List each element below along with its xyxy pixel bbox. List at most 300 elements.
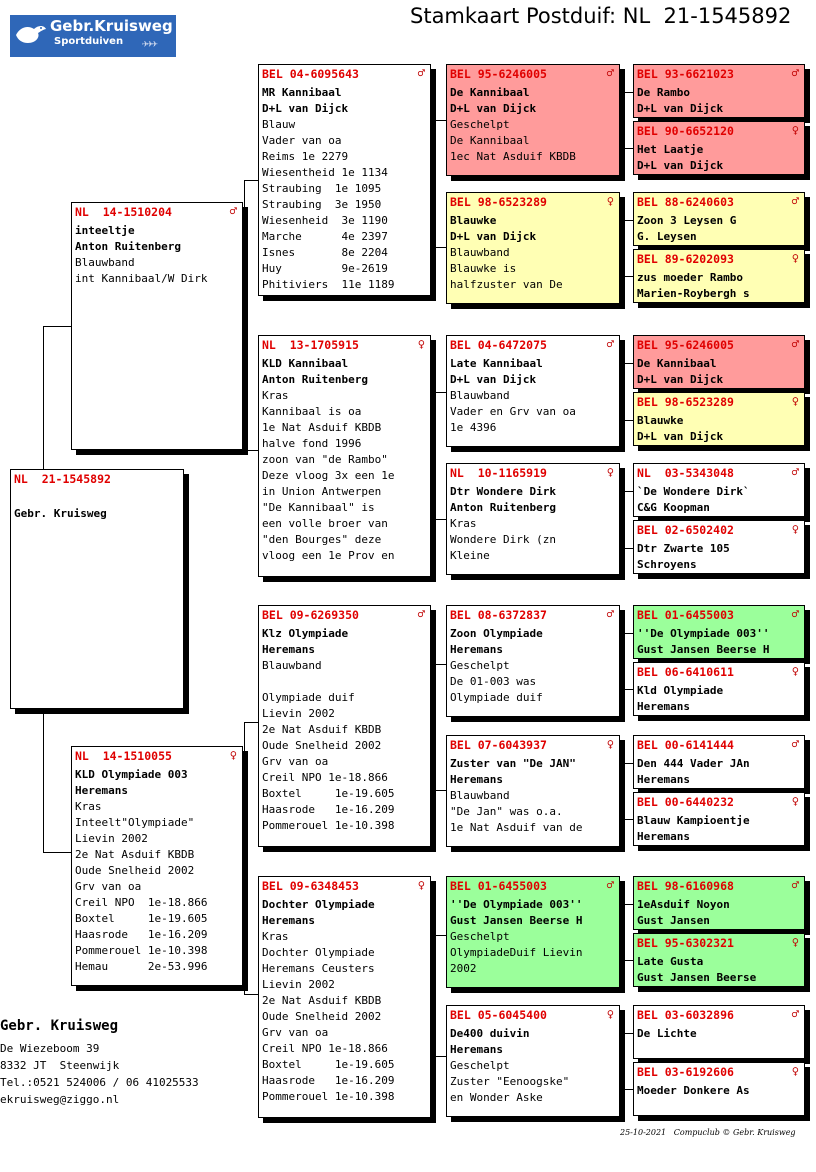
pigeon-icon [14,21,48,47]
detail-line: Blauwband [450,246,510,259]
pigeon-name: Dochter Olympiade [262,898,375,911]
female-icon: ♀ [606,465,614,479]
breeder-name: Gust Jansen Beerse [637,971,757,984]
detail-line: Kras [262,389,289,402]
detail-line: Pommerouel 1e-10.398 [262,1090,395,1103]
pigeon-name: De400 duivin [450,1027,530,1040]
pigeon-details [72,765,242,975]
connector-line [432,664,446,665]
male-icon: ♂ [417,66,425,80]
ring-number [634,1063,804,1081]
pigeon-card-fmf[interactable] [446,335,620,447]
pigeon-details [259,624,430,834]
female-icon: ♀ [791,1064,799,1078]
female-icon: ♀ [417,337,425,351]
ring-number-text: BEL 98-6523289 [450,195,547,209]
detail-line: Grv van oa [262,1026,329,1039]
pigeon-card-ff[interactable] [258,64,431,296]
ring-number [72,203,242,221]
breeder-name: Heremans [450,1043,503,1056]
connector-line [622,92,623,148]
detail-line: int Kannibaal/W Dirk [75,272,208,285]
detail-line: Kras [450,517,477,530]
ring-number-text: BEL 04-6472075 [450,338,547,352]
pigeon-details [447,211,619,293]
female-icon: ♀ [606,1007,614,1021]
connector-line [622,220,623,276]
pigeon-name: Zoon 3 Leysen G [637,214,737,227]
ring-number [634,250,804,268]
pigeon-name: Zuster van "De JAN" [450,757,576,770]
ring-number [447,464,619,482]
pigeon-details [634,539,804,573]
ring-number [259,336,430,354]
breeder-name: Heremans [75,784,128,797]
detail-line: Deze vloog 3x een 1e [262,469,395,482]
pigeon-details [634,681,804,715]
connector-line [622,276,633,277]
pigeon-card-mff[interactable] [446,605,620,717]
detail-line: Oude Snelheid 2002 [262,739,382,752]
connector-line [622,363,633,364]
detail-line: "den Bourges" deze [262,533,382,546]
pigeon-details [447,354,619,436]
pigeon-name: Blauw Kampioentje [637,814,750,827]
pigeon-name: Dtr Wondere Dirk [450,485,556,498]
pigeon-card-g11[interactable] [633,735,805,789]
pigeon-card-g9[interactable] [633,605,805,659]
detail-line: 2002 [450,962,477,975]
pigeon-card-g8[interactable] [633,520,805,574]
pigeon-card-main[interactable] [10,469,184,709]
pigeon-details [634,482,804,516]
pigeon-card-g1[interactable] [633,64,805,118]
ring-number-text: BEL 08-6372837 [450,608,547,622]
breeder-name: Heremans [450,643,503,656]
pigeon-card-g2[interactable] [633,121,805,175]
detail-line: Kras [75,800,102,813]
connector-line [622,420,633,421]
detail-line: Marche 4e 2397 [262,230,388,243]
detail-line: Inteelt"Olympiade" [75,816,195,829]
ring-number-text: BEL 90-6652120 [637,124,734,138]
ring-number [634,65,804,83]
connector-line [622,1089,633,1090]
pigeon-card-g5[interactable] [633,335,805,389]
detail-line: 2e Nat Asduif KBDB [75,848,195,861]
connector-line [622,148,633,149]
detail-line: Boxtel 1e-19.605 [262,1058,395,1071]
detail-line: vloog een 1e Prov en [262,549,395,562]
pigeon-card-mf[interactable] [258,605,431,847]
detail-line: 2e Nat Asduif KBDB [262,994,382,1007]
breeder-name: Heremans [637,700,690,713]
ring-number-text: BEL 03-6032896 [637,1008,734,1022]
detail-line: Creil NPO 1e-18.866 [262,771,388,784]
pigeon-name: Klz Olympiade [262,627,349,640]
connector-line [622,491,623,548]
detail-line: Straubing 1e 1095 [262,182,382,195]
pigeon-details [634,624,804,658]
breeder-name: Heremans [637,773,690,786]
breeder-name: D+L van Dijck [637,373,724,386]
breeder-name: Anton Ruitenberg [262,373,368,386]
owner-phone: Tel.:0521 524006 / 06 41025533 [0,1076,199,1089]
connector-line [244,180,259,181]
breeder-name: D+L van Dijck [637,159,724,172]
male-icon: ♂ [791,337,799,351]
ring-number-text: BEL 98-6160968 [637,879,734,893]
pigeon-name: inteeltje [75,224,135,237]
breeder-name: G. Leysen [637,230,697,243]
female-icon: ♀ [417,878,425,892]
ring-number-text: BEL 06-6410611 [637,665,734,679]
connector-line [432,247,446,248]
pigeon-name: De Kannibaal [637,357,717,370]
male-icon: ♂ [791,1007,799,1021]
male-icon: ♂ [417,607,425,621]
ring-number [634,1006,804,1024]
breeder-name: D+L van Dijck [637,102,724,115]
connector-line [244,722,259,723]
detail-line: halfzuster van De [450,278,563,291]
page-title: Stamkaart Postduif: NL 21-1545892 [410,4,792,28]
copyright-note: 25-10-2021 Compuclub © Gebr. Kruisweg [620,1128,796,1137]
pigeon-card-g6[interactable] [633,392,805,446]
pigeon-details [634,754,804,788]
detail-line: Blauwband [75,256,135,269]
breeder-name: Heremans [262,914,315,927]
connector-line [432,935,433,1056]
pigeon-details [634,140,804,174]
pigeon-details [447,624,619,706]
pigeon-name: `De Wondere Dirk` [637,485,750,498]
breeder-name: Marien-Roybergh s [637,287,750,300]
breeder-name: Gebr. Kruisweg [14,507,107,520]
detail-line: 1e Nat Asduif van de [450,821,583,834]
flying-pigeons-icon: ✈✈✈ [142,37,156,50]
detail-line: in Union Antwerpen [262,485,382,498]
detail-line: Blauw [262,118,296,131]
male-icon: ♂ [791,607,799,621]
connector-line [432,120,433,247]
pigeon-card-g12[interactable] [633,792,805,846]
detail-line: en Wonder Aske [450,1091,543,1104]
ring-number [634,736,804,754]
detail-line: Blauwband [262,659,322,672]
ring-number-text: NL 14-1510204 [75,205,172,219]
detail-line: Boxtel 1e-19.605 [75,912,208,925]
ring-number-text: NL 10-1165919 [450,466,547,480]
breeder-name: Anton Ruitenberg [450,501,556,514]
pigeon-details [259,354,430,564]
ring-number [634,934,804,952]
ring-number-text: BEL 89-6202093 [637,252,734,266]
ring-number [634,663,804,681]
detail-line: Kleine [450,549,490,562]
detail-line: Wondere Dirk (zn [450,533,556,546]
ring-number-text: BEL 98-6523289 [637,395,734,409]
pigeon-card-mmf[interactable] [446,876,620,988]
ring-number-text: BEL 05-6045400 [450,1008,547,1022]
connector-line [432,519,446,520]
connector-line [622,1033,623,1089]
female-icon: ♀ [791,394,799,408]
connector-line [622,633,633,634]
detail-line: Lievin 2002 [262,978,335,991]
connector-line [432,392,446,393]
pigeon-card-mmm[interactable] [446,1005,620,1117]
pigeon-details [634,211,804,245]
detail-line: Vader van oa [262,134,342,147]
ring-number-text: NL 21-1545892 [14,472,111,486]
detail-line: "De Jan" was o.a. [450,805,563,818]
detail-line: Isnes 8e 2204 [262,246,388,259]
male-icon: ♂ [606,337,614,351]
pigeon-name: De Rambo [637,86,690,99]
detail-line: Kras [262,930,289,943]
ring-number-text: BEL 04-6095643 [262,67,359,81]
pigeon-name: Blauwke [450,214,497,227]
pigeon-card-g10[interactable] [633,662,805,716]
detail-line: "De Kannibaal" is [262,501,375,514]
ring-number [447,65,619,83]
pigeon-details [259,83,430,293]
pigeon-name: Den 444 Vader JAn [637,757,750,770]
ring-number-text: BEL 09-6269350 [262,608,359,622]
detail-line: Creil NPO 1e-18.866 [75,896,208,909]
detail-line: Pommerouel 1e-10.398 [75,944,208,957]
connector-line [622,633,623,689]
detail-line: Dochter Olympiade [262,946,375,959]
pigeon-name: MR Kannibaal [262,86,342,99]
pigeon-card-f[interactable] [71,202,243,450]
pigeon-name: 1eAsduif Noyon [637,898,730,911]
pigeon-details [447,754,619,836]
female-icon: ♀ [606,194,614,208]
ring-number [634,393,804,411]
pigeon-details [72,221,242,287]
ring-number-text: BEL 95-6246005 [637,338,734,352]
ring-number-text: BEL 95-6246005 [450,67,547,81]
pigeon-details [259,895,430,1105]
pigeon-card-g13[interactable] [633,876,805,930]
breeder-name: D+L van Dijck [637,430,724,443]
detail-line: De 01-003 was [450,675,537,688]
detail-line: Straubing 3e 1950 [262,198,382,211]
detail-line: 2e Nat Asduif KBDB [262,723,382,736]
pigeon-details [634,268,804,302]
detail-line: Geschelpt [450,930,510,943]
owner-email[interactable]: ekruisweg@ziggo.nl [0,1093,120,1106]
pigeon-details [634,1024,804,1042]
detail-line: Zuster "Eenoogske" [450,1075,570,1088]
connector-line [43,326,71,327]
pigeon-name: ''De Olympiade 003'' [637,627,770,640]
detail-line: Oude Snelheid 2002 [75,864,195,877]
detail-line: 1e 4396 [450,421,497,434]
pigeon-name: Dtr Zwarte 105 [637,542,730,555]
pigeon-name: Blauwke [637,414,684,427]
connector-line [622,960,633,961]
pigeon-details [447,895,619,977]
pigeon-details [11,488,183,522]
female-icon: ♀ [791,794,799,808]
pigeon-card-g4[interactable] [633,249,805,303]
pigeon-name: De Kannibaal [450,86,530,99]
detail-line: Haasrode 1e-16.209 [75,928,208,941]
connector-line [244,994,259,995]
pigeon-name: Kld Olympiade [637,684,724,697]
pigeon-card-ffm[interactable] [446,192,620,304]
breeder-name: D+L van Dijck [450,373,537,386]
connector-line [622,904,623,960]
female-icon: ♀ [791,522,799,536]
detail-line: 1ec Nat Asduif KBDB [450,150,576,163]
connector-line [432,664,433,790]
connector-line [622,92,633,93]
female-icon: ♀ [229,748,237,762]
ring-number-text: BEL 07-6043937 [450,738,547,752]
male-icon: ♂ [791,465,799,479]
detail-line: Hemau 2e-53.996 [75,960,208,973]
detail-line: Geschelpt [450,1059,510,1072]
detail-line: 1e Nat Asduif KBDB [262,421,382,434]
ring-number [447,336,619,354]
breeder-name: Gust Jansen Beerse H [637,643,770,656]
detail-line: Oude Snelheid 2002 [262,1010,382,1023]
detail-line: Boxtel 1e-19.605 [262,787,395,800]
pigeon-name: De Lichte [637,1027,697,1040]
male-icon: ♂ [791,878,799,892]
detail-line: halve fond 1996 [262,437,362,450]
detail-line: Grv van oa [262,755,329,768]
detail-line: Haasrode 1e-16.209 [262,803,395,816]
ring-number [259,877,430,895]
pigeon-name: Zoon Olympiade [450,627,543,640]
ring-number-text: BEL 01-6455003 [450,879,547,893]
ring-number-text: BEL 03-6192606 [637,1065,734,1079]
connector-line [432,392,433,519]
breeder-name: C&G Koopman [637,501,710,514]
ring-number-text: BEL 09-6348453 [262,879,359,893]
ring-number-text: BEL 88-6240603 [637,195,734,209]
detail-line: Heremans Ceusters [262,962,375,975]
pigeon-card-m[interactable] [71,746,243,986]
logo-title: Gebr.Kruisweg [50,17,173,35]
connector-line [244,180,245,450]
detail-line: een volle broer van [262,517,388,530]
connector-line [622,904,633,905]
ring-number [447,606,619,624]
detail-line: Pommerouel 1e-10.398 [262,819,395,832]
pigeon-details [634,83,804,117]
pigeon-card-mm[interactable] [258,876,431,1118]
connector-line [622,220,633,221]
connector-line [622,819,633,820]
pigeon-card-mfm[interactable] [446,735,620,847]
ring-number [634,122,804,140]
pigeon-card-g16[interactable] [633,1062,805,1116]
detail-line: OlympiadeDuif Lievin [450,946,583,959]
pigeon-details [447,83,619,165]
ring-number-text: NL 03-5343048 [637,466,734,480]
pigeon-card-g3[interactable] [633,192,805,246]
detail-line: Lievin 2002 [75,832,148,845]
detail-line [262,674,427,690]
detail-line: Olympiade duif [450,691,543,704]
pigeon-card-fm[interactable] [258,335,431,577]
ring-number [447,877,619,895]
breeder-name: Anton Ruitenberg [75,240,181,253]
ring-number-text: NL 14-1510055 [75,749,172,763]
female-icon: ♀ [791,935,799,949]
pigeon-card-fff[interactable] [446,64,620,176]
owner-address-city: 8332 JT Steenwijk [0,1059,120,1072]
breeder-name: D+L van Dijck [262,102,349,115]
pigeon-name: Late Gusta [637,955,704,968]
pigeon-details [634,895,804,929]
breeder-name: D+L van Dijck [450,102,537,115]
breeder-name: Schroyens [637,558,697,571]
female-icon: ♀ [606,737,614,751]
pigeon-name: Late Kannibaal [450,357,543,370]
male-icon: ♂ [606,878,614,892]
pigeon-details [634,354,804,388]
pigeon-card-g14[interactable] [633,933,805,987]
detail-line: Wiesenheid 3e 1190 [262,214,388,227]
connector-line [622,1033,633,1034]
ring-number-text: BEL 00-6141444 [637,738,734,752]
ring-number [634,877,804,895]
connector-line [244,722,245,994]
detail-line: Geschelpt [450,118,510,131]
pigeon-card-fmm[interactable] [446,463,620,575]
connector-line [622,763,633,764]
ring-number [634,336,804,354]
detail-line: De Kannibaal [450,134,530,147]
detail-line: zoon van "de Rambo" [262,453,388,466]
ring-number [11,470,183,488]
pigeon-details [447,482,619,564]
pigeon-card-g7[interactable] [633,463,805,517]
connector-line [43,852,71,853]
breeder-name: Gust Jansen Beerse H [450,914,583,927]
connector-line [432,935,446,936]
connector-line [244,450,259,451]
connector-line [432,790,446,791]
pigeon-details [634,1081,804,1099]
ring-number [634,464,804,482]
owner-name: Gebr. Kruisweg [0,1018,119,1034]
ring-number [447,736,619,754]
detail-line: Haasrode 1e-16.209 [262,1074,395,1087]
detail-line: Geschelpt [450,659,510,672]
detail-line: Lievin 2002 [262,707,335,720]
pigeon-name: zus moeder Rambo [637,271,743,284]
pigeon-details [634,411,804,445]
pigeon-card-g15[interactable] [633,1005,805,1059]
owner-address-street: De Wiezeboom 39 [0,1042,100,1055]
detail-line: Reims 1e 2279 [262,150,349,163]
breeder-name: Heremans [262,643,315,656]
pigeon-name: ''De Olympiade 003'' [450,898,583,911]
ring-number-text: BEL 93-6621023 [637,67,734,81]
connector-line [432,1056,446,1057]
pigeon-name: KLD Kannibaal [262,357,349,370]
logo [10,15,176,57]
pigeon-name: KLD Olympiade 003 [75,768,188,781]
